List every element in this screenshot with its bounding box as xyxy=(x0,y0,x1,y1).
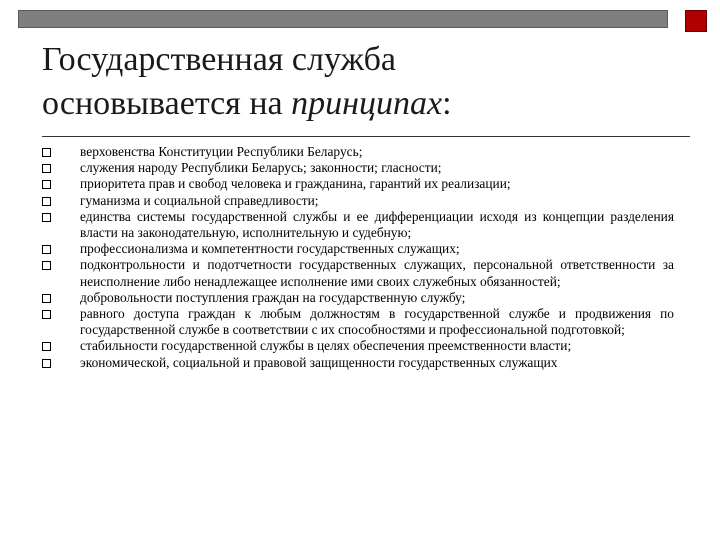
list-item xyxy=(42,193,674,209)
list-item-text: служения народу Республики Беларусь; законности; гласности; xyxy=(80,160,442,176)
hollow-square-icon xyxy=(42,310,51,319)
list-item-text: стабильности государственной службы в целях обеспечения преемственности власти; xyxy=(80,338,572,354)
title-line-1: Государственная служба xyxy=(42,41,396,78)
hollow-square-icon xyxy=(42,180,51,189)
hollow-square-icon xyxy=(42,148,51,157)
list-item-text: гуманизма и социальной справедливости; xyxy=(80,192,319,208)
title-divider xyxy=(42,136,690,137)
list-item-text: приоритета прав и свобод человека и гражданина, гарантий их реализации; xyxy=(80,176,511,192)
hollow-square-icon xyxy=(42,359,51,368)
list-item xyxy=(42,209,674,241)
list-item-text: подконтрольности и подотчетности государственных служащих, персональной ответственности за неисполнение либо ненадлежащее исполнение ими своих служебных обязанностей; xyxy=(80,257,674,289)
hollow-square-icon xyxy=(42,294,51,303)
list-item xyxy=(42,290,674,306)
list-item xyxy=(42,338,674,354)
hollow-square-icon xyxy=(42,164,51,173)
list-item-text: экономической, социальной и правовой защищенности государственных служащих xyxy=(80,354,558,370)
corner-accent-square xyxy=(685,10,707,32)
title-line-2-italic: принципах xyxy=(291,85,443,122)
list-item xyxy=(42,257,674,289)
list-item xyxy=(42,241,674,257)
list-item-text: равного доступа граждан к любым должностям в государственной службе и продвижения по государственной службе в соответствии с их способностями и профессиональной подготовкой; xyxy=(80,306,674,338)
list-item xyxy=(42,160,674,176)
list-item xyxy=(42,176,674,192)
hollow-square-icon xyxy=(42,342,51,351)
hollow-square-icon xyxy=(42,261,51,270)
slide-title xyxy=(42,38,682,126)
principles-list xyxy=(42,144,674,371)
list-item-text: профессионализма и компетентности государственных служащих; xyxy=(80,241,460,257)
list-item-text: единства системы государственной службы и ее дифференциации исходя из концепции разделения власти на законодательную, исполнительную и судебную; xyxy=(80,208,674,241)
hollow-square-icon xyxy=(42,197,51,206)
list-item xyxy=(42,144,674,160)
hollow-square-icon xyxy=(42,213,51,222)
hollow-square-icon xyxy=(42,245,51,254)
title-line-2-suffix: : xyxy=(442,85,452,122)
list-item-text: добровольности поступления граждан на государственную службу; xyxy=(80,289,466,305)
list-item xyxy=(42,306,674,338)
title-line-2-prefix: основывается на xyxy=(42,85,292,122)
list-item-text: верховенства Конституции Республики Беларусь; xyxy=(80,144,363,159)
top-decorative-bar xyxy=(18,10,668,28)
list-item xyxy=(42,355,674,371)
